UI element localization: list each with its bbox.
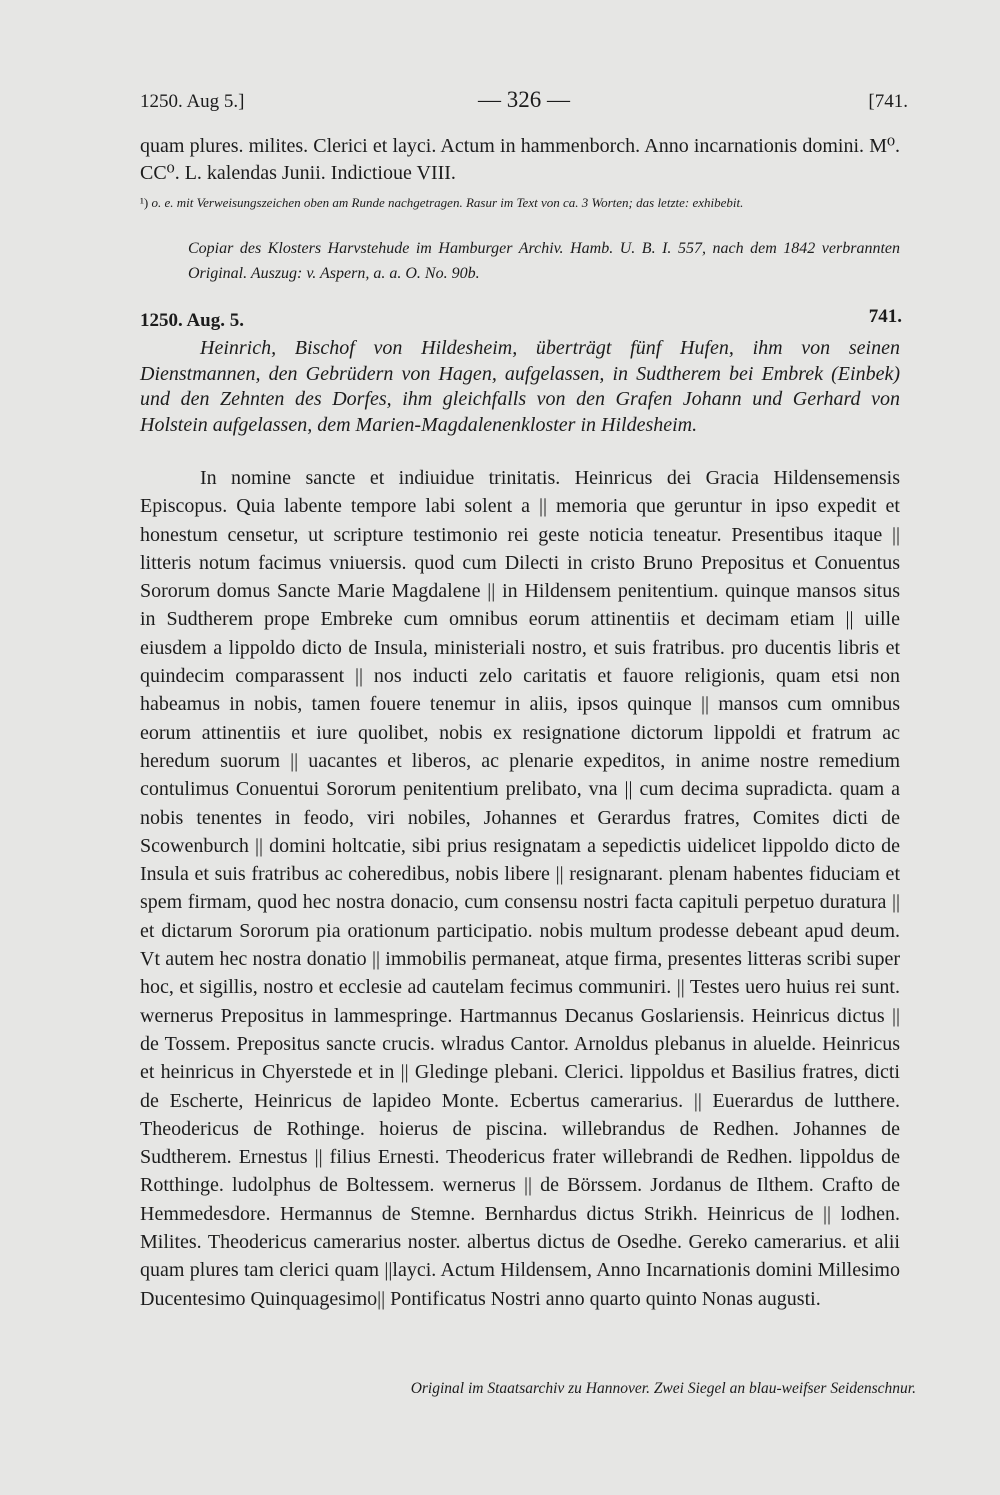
charter-text-block [140,464,900,1313]
entry-date: 1250. Aug. 5. [140,310,244,331]
footnote-text: o. e. mit Verweisungszeichen oben am Runde nachgetragen. Rasur im Text von ca. 3 Worten; das letzte: exhibebit. [151,195,744,210]
source-note-text: Copiar des Klosters Harvstehude im Hamburger Archiv. Hamb. U. B. I. 557, nach dem 1842 verbrannten Original. Auszug: v. Aspern, a. a. O. No. 90b. [188,240,900,282]
charter-text: In nomine sancte et indiuidue trinitatis. Heinricus dei Gracia Hildensemensis Episcopus. Quia labente tempore labi solent a || memoria que geruntur in ipso expedit et honestum censetur, ut scripture testimonio rei geste noticia teneatur. Presentibus itaque || litteris notum facimus vniuersis. quod cum Dilecti in cristo Bruno Prepositus et Conuentus Sororum domus Sancte Marie Magdalene || in Hildensem penitentium. quinque mansos situs in Sudtherem prope Embreke cum omnibus eorum attinentiis et decimam etiam || uille eiusdem a lippoldo dicto de Insula, ministeriali nostro, et suis fratribus. pro ducentis libris et quindecim comparassent || nos inducti zelo caritatis et fauore religionis, quam etsi non habeamus in nobis, tamen fouere tenemur in aliis, ipsos quinque || mansos cum omnibus eorum attinentiis et iure quolibet, nobis ex resignatione dictorum lippoldi et fratrum ac heredum suorum || uacantes et liberos, ac plenarie expeditos, in anime nostre remedium contulimus Conuentui Sororum penitentium prelibato, vna || cum decima supradicta. quam a nobis tenentes in feodo, viri nobiles, Johannes et Gerardus fratres, Comites dicti de Scowenburch || domini holtcatie, sibi prius resignatam a sepedictis uidelicet lippoldo dicto de Insula et suis fratribus ac coheredibus, nobis libere || resignarant. plenam habentes fiduciam et spem firmam, quod hec nostra donacio, cum consensu nostri facta capituli perpetuo duratura || et dictarum Sororum pia orationum participatio. nobis multum prodesse debeant apud deum. Vt autem hec nostra donatio || immobilis permaneat, atque firma, presentes litteras scribi super hoc, et sigillis, nostro et ecclesie ad cautelam fecimus communiri. || Testes uero huius rei sunt. wernerus Prepositus in lammespringe. Hartmannus Decanus Goslariensis. Heinricus dictus || de Tossem. Prepositus sancte crucis. wlradus Cantor. Arnoldus plebanus in aluelde. Heinricus et heinricus in Chyerstede et in || Gledinge plebani. Clerici. lippoldus et Basilius fratres, dicti de Escherte, Heinricus de lapideo Monte. Ecbertus camerarius. || Euerardus de lutthere. Theodericus de Rothinge. hoierus de piscina. willebrandus de Redhen. Johannes de Sudtherem. Ernestus || filius Ernesti. Theodericus frater willebrandi de Redhen. lippoldus de Rotthinge. ludolphus de Boltessem. wernerus || de Börssem. Jordanus de Ilthem. Crafto de Hemmedesdore. Hermannus de Stemne. Bernhardus dictus Strikh. Heinricus de || lodhen. Milites. Theodericus camerarius noster. albertus dictus de Osedhe. Gereko camerarius. et alii quam plures tam clerici quam ||layci. Actum Hildensem, Anno Incarnationis domini Millesimo Ducentesimo Quinquagesimo|| Pontificatus Nostri anno quarto quinto Nonas augusti. [140,467,900,1310]
header-date: 1250. Aug 5.] [140,91,245,112]
continuation-block [140,133,900,186]
footnote-marker: ¹) [140,195,149,210]
entry-source: Original im Staatsarchiv zu Hannover. Zwei Siegel an blau-weifser Seidenschnur. [410,1380,916,1397]
page-number: — 326 — [478,87,570,112]
footnote [140,193,900,212]
entry-number: 741. [868,306,902,327]
continuation-text: quam plures. milites. Clerici et layci. Actum in hammenborch. Anno incarnationis domini. M⁰. CC⁰. L. kalendas Junii. Indictioue VIII. [140,135,900,184]
header-entry-number: [741. [868,91,908,112]
entry-regest: Heinrich, Bischof von Hildesheim, überträgt fünf Hufen, ihm von seinen Dienstmannen, den Gebrüdern von Hagen, aufgelassen, in Sudtherem bei Embrek (Einbek) und den Zehnten des Dorfes, ihm gleichfalls von den Grafen Johann und Gerhard von Holstein aufgelassen, dem Marien-Magdalenenkloster in Hildesheim. [140,337,900,436]
regest-block [140,336,900,438]
entry-heading [140,306,902,332]
running-header [140,87,908,121]
source-note [140,236,900,286]
